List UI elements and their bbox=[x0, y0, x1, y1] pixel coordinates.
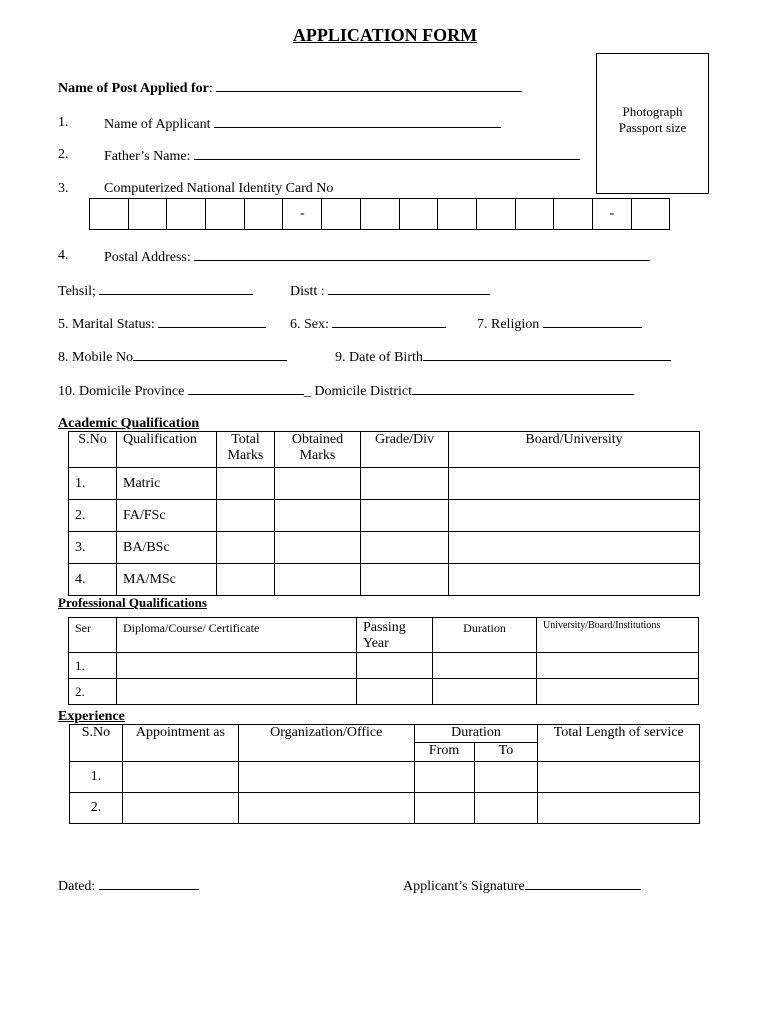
distt-input[interactable] bbox=[328, 282, 490, 295]
domicile-district-label: _ Domicile District bbox=[303, 384, 412, 399]
academic-cell[interactable] bbox=[217, 468, 275, 500]
cnic-digit[interactable] bbox=[438, 199, 477, 230]
postal-input[interactable] bbox=[194, 248, 650, 261]
father-number: 2. bbox=[58, 147, 69, 162]
academic-sno: 3. bbox=[69, 532, 117, 564]
mobile-input[interactable] bbox=[133, 348, 287, 361]
distt-row bbox=[290, 282, 490, 300]
cnic-digit[interactable] bbox=[128, 199, 167, 230]
applicant-input[interactable] bbox=[214, 115, 501, 128]
tehsil-input[interactable] bbox=[99, 282, 253, 295]
domicile-district-input[interactable] bbox=[412, 382, 634, 395]
tehsil-label: Tehsil; bbox=[58, 284, 96, 299]
academic-cell[interactable] bbox=[217, 532, 275, 564]
cnic-number: 3. bbox=[58, 181, 69, 196]
distt-label: Distt : bbox=[290, 284, 325, 299]
professional-header-ser: Ser bbox=[69, 618, 117, 653]
table-row bbox=[69, 532, 700, 564]
academic-cell[interactable] bbox=[275, 500, 361, 532]
experience-sno: 1. bbox=[70, 762, 123, 793]
experience-cell[interactable] bbox=[414, 762, 474, 793]
academic-table bbox=[68, 431, 700, 596]
mobile-label: 8. Mobile No bbox=[58, 350, 134, 365]
experience-header-to: To bbox=[474, 743, 538, 762]
academic-cell[interactable] bbox=[275, 468, 361, 500]
domicile-province-label: 10. Domicile Province bbox=[58, 384, 185, 399]
sex-input[interactable] bbox=[332, 315, 446, 328]
experience-cell[interactable] bbox=[122, 793, 238, 824]
cnic-digit[interactable] bbox=[631, 199, 670, 230]
cnic-digit[interactable] bbox=[476, 199, 515, 230]
post-applied-input[interactable] bbox=[216, 79, 522, 92]
religion-row bbox=[477, 315, 642, 333]
cnic-dash: - bbox=[283, 199, 322, 230]
passport-size-label: Passport size bbox=[618, 120, 687, 135]
professional-ser: 1. bbox=[69, 653, 117, 679]
academic-header-sno: S.No bbox=[69, 432, 117, 468]
father-label: Father’s Name: bbox=[104, 149, 191, 164]
professional-ser: 2. bbox=[69, 679, 117, 705]
experience-header-total-service: Total Length of service bbox=[538, 725, 700, 762]
cnic-label: Computerized National Identity Card No bbox=[104, 181, 334, 196]
cnic-boxes bbox=[89, 198, 670, 230]
experience-header-appointment: Appointment as bbox=[122, 725, 238, 762]
academic-cell[interactable] bbox=[449, 500, 700, 532]
experience-cell[interactable] bbox=[474, 762, 538, 793]
dated-label: Dated: bbox=[58, 879, 96, 894]
tehsil-row bbox=[58, 282, 253, 300]
professional-header-diploma: Diploma/Course/ Certificate bbox=[117, 618, 357, 653]
table-row bbox=[69, 653, 699, 679]
experience-sno: 2. bbox=[70, 793, 123, 824]
dob-row bbox=[335, 348, 671, 366]
academic-cell[interactable] bbox=[361, 468, 449, 500]
academic-cell[interactable] bbox=[217, 564, 275, 596]
postal-label: Postal Address: bbox=[104, 250, 191, 265]
experience-table bbox=[69, 724, 700, 824]
experience-header-duration: Duration bbox=[414, 725, 538, 743]
dated-input[interactable] bbox=[99, 877, 199, 890]
academic-header-grade: Grade/Div bbox=[361, 432, 449, 468]
cnic-digit[interactable] bbox=[244, 199, 283, 230]
post-applied-row bbox=[58, 79, 522, 97]
professional-heading: Professional Qualifications bbox=[58, 595, 207, 610]
professional-cell[interactable] bbox=[357, 679, 433, 705]
academic-cell[interactable] bbox=[217, 500, 275, 532]
professional-header-duration: Duration bbox=[433, 618, 537, 653]
professional-cell[interactable] bbox=[357, 653, 433, 679]
table-row bbox=[69, 468, 700, 500]
cnic-digit[interactable] bbox=[206, 199, 245, 230]
father-input[interactable] bbox=[194, 147, 580, 160]
applicant-row bbox=[104, 115, 501, 133]
academic-header-board: Board/University bbox=[449, 432, 700, 468]
father-row bbox=[104, 147, 580, 165]
academic-heading: Academic Qualification bbox=[58, 416, 200, 431]
domicile-row bbox=[58, 382, 634, 400]
experience-cell[interactable] bbox=[474, 793, 538, 824]
experience-cell[interactable] bbox=[122, 762, 238, 793]
professional-cell[interactable] bbox=[433, 679, 537, 705]
table-row bbox=[70, 793, 700, 824]
experience-header-from: From bbox=[414, 743, 474, 762]
domicile-province-input[interactable] bbox=[188, 382, 304, 395]
postal-number: 4. bbox=[58, 248, 69, 263]
post-applied-colon: : bbox=[208, 81, 213, 96]
experience-cell[interactable] bbox=[414, 793, 474, 824]
signature-label: Applicant’s Signature bbox=[403, 879, 525, 894]
postal-row bbox=[104, 248, 650, 266]
applicant-label: Name of Applicant bbox=[104, 117, 211, 132]
academic-sno: 1. bbox=[69, 468, 117, 500]
signature-row bbox=[403, 877, 641, 895]
photograph-box[interactable] bbox=[596, 53, 709, 194]
experience-heading: Experience bbox=[58, 709, 125, 724]
table-row bbox=[70, 762, 700, 793]
academic-header-obtained-marks: Obtained Marks bbox=[275, 432, 361, 468]
experience-cell[interactable] bbox=[538, 762, 700, 793]
professional-cell[interactable] bbox=[537, 679, 699, 705]
table-row bbox=[69, 564, 700, 596]
academic-cell[interactable] bbox=[449, 468, 700, 500]
cnic-digit[interactable] bbox=[554, 199, 593, 230]
professional-cell[interactable] bbox=[117, 653, 357, 679]
cnic-digit[interactable] bbox=[399, 199, 438, 230]
experience-header-organization: Organization/Office bbox=[238, 725, 414, 762]
religion-label: 7. Religion bbox=[477, 317, 540, 332]
academic-qualification: BA/BSc bbox=[117, 532, 217, 564]
professional-header-row bbox=[69, 618, 699, 653]
professional-cell[interactable] bbox=[433, 653, 537, 679]
dob-input[interactable] bbox=[423, 348, 671, 361]
academic-sno: 2. bbox=[69, 500, 117, 532]
academic-cell[interactable] bbox=[449, 564, 700, 596]
applicant-number: 1. bbox=[58, 115, 69, 130]
table-row bbox=[69, 500, 700, 532]
professional-cell[interactable] bbox=[537, 653, 699, 679]
photograph-label: Photograph bbox=[622, 104, 683, 119]
professional-header-university: University/Board/Institutions bbox=[537, 618, 699, 653]
academic-cell[interactable] bbox=[361, 532, 449, 564]
experience-header-row bbox=[70, 725, 700, 743]
experience-cell[interactable] bbox=[538, 793, 700, 824]
cnic-digit[interactable] bbox=[90, 199, 129, 230]
cnic-digit[interactable] bbox=[322, 199, 361, 230]
academic-cell[interactable] bbox=[449, 532, 700, 564]
dob-label: 9. Date of Birth bbox=[335, 350, 423, 365]
professional-cell[interactable] bbox=[117, 679, 357, 705]
academic-header-total-marks: Total Marks bbox=[217, 432, 275, 468]
mobile-row bbox=[58, 348, 287, 366]
academic-qualification: FA/FSc bbox=[117, 500, 217, 532]
academic-cell[interactable] bbox=[275, 564, 361, 596]
religion-input[interactable] bbox=[543, 315, 642, 328]
academic-header-row bbox=[69, 432, 700, 468]
marital-row bbox=[58, 315, 266, 333]
sex-label: 6. Sex: bbox=[290, 317, 329, 332]
signature-input[interactable] bbox=[525, 877, 641, 890]
post-applied-label: Name of Post Applied for bbox=[58, 81, 209, 96]
cnic-digit[interactable] bbox=[167, 199, 206, 230]
academic-header-qualification: Qualification bbox=[117, 432, 217, 468]
professional-header-passing-year: Passing Year bbox=[357, 618, 433, 653]
experience-cell[interactable] bbox=[238, 762, 414, 793]
dated-row bbox=[58, 877, 199, 895]
cnic-digit[interactable] bbox=[515, 199, 554, 230]
academic-cell[interactable] bbox=[275, 532, 361, 564]
marital-label: 5. Marital Status: bbox=[58, 317, 155, 332]
academic-cell[interactable] bbox=[361, 564, 449, 596]
table-row bbox=[69, 679, 699, 705]
form-title: APPLICATION FORM bbox=[292, 25, 478, 45]
sex-row bbox=[290, 315, 446, 333]
academic-sno: 4. bbox=[69, 564, 117, 596]
academic-cell[interactable] bbox=[361, 500, 449, 532]
academic-qualification: MA/MSc bbox=[117, 564, 217, 596]
cnic-dash: - bbox=[592, 199, 631, 230]
academic-qualification: Matric bbox=[117, 468, 217, 500]
experience-cell[interactable] bbox=[238, 793, 414, 824]
marital-input[interactable] bbox=[158, 315, 266, 328]
cnic-digit[interactable] bbox=[360, 199, 399, 230]
experience-header-sno: S.No bbox=[70, 725, 123, 762]
professional-table bbox=[68, 617, 699, 705]
